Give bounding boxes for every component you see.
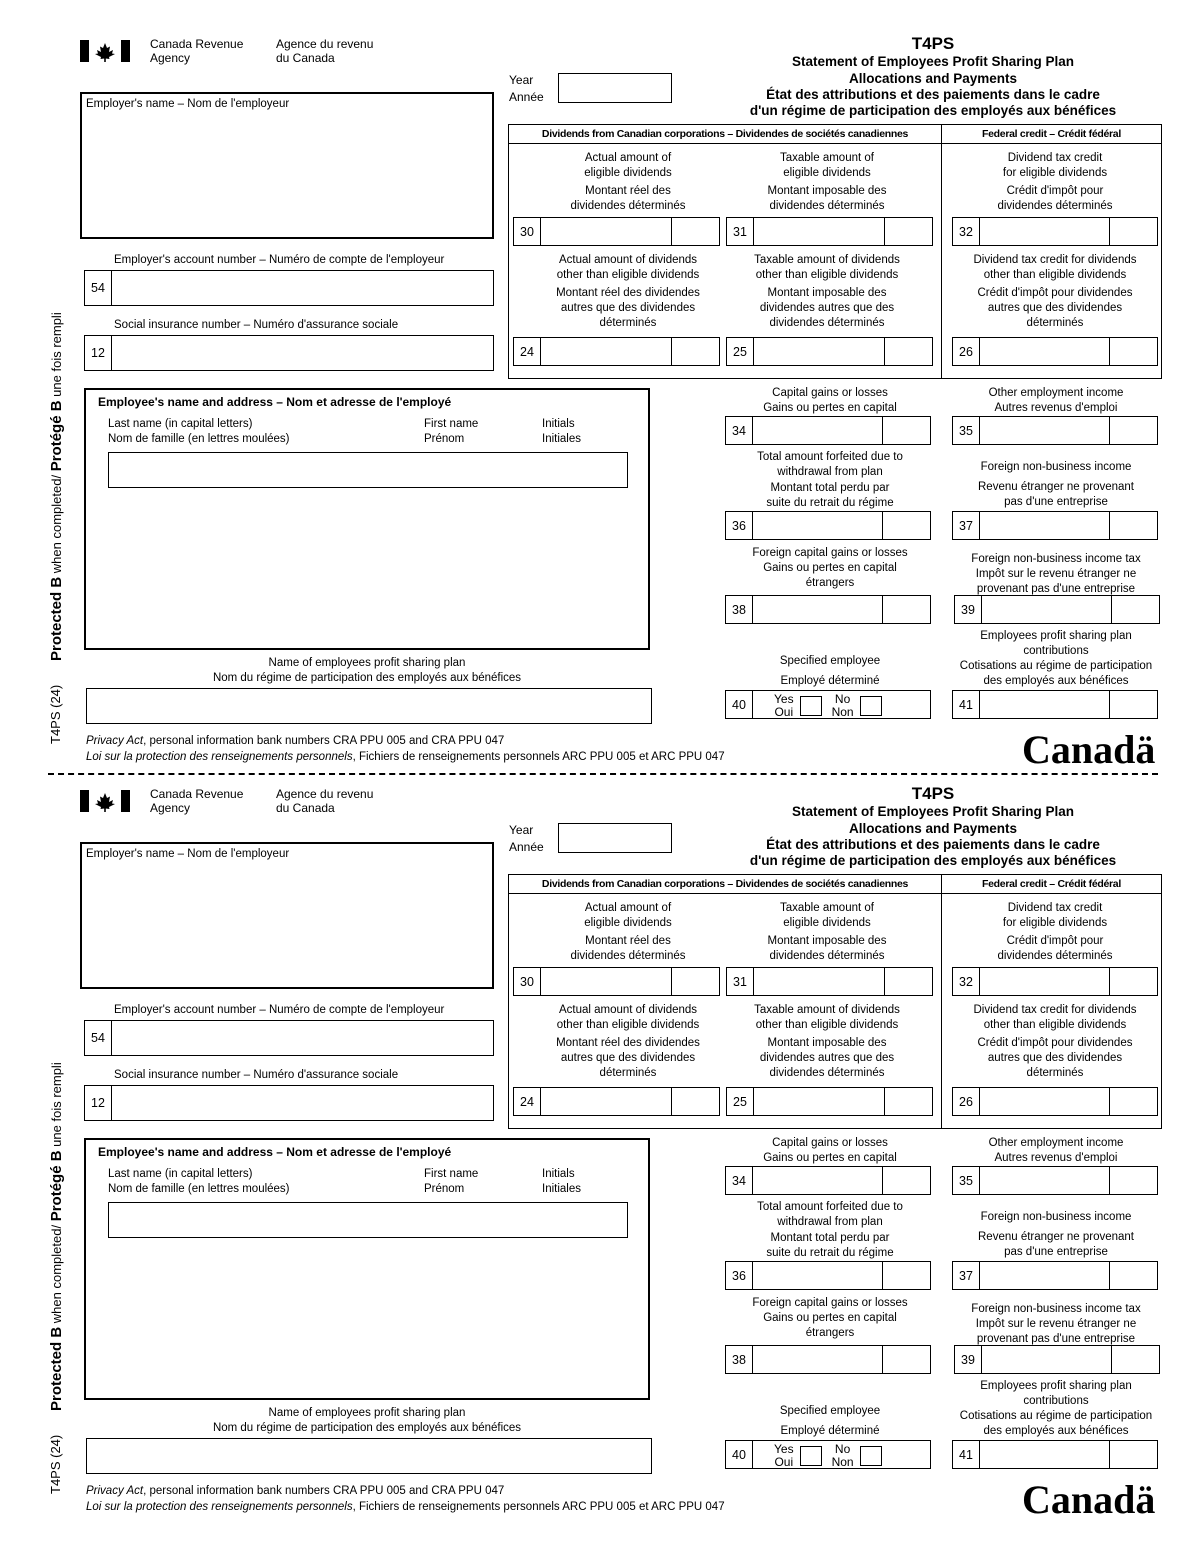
box-32-field[interactable]: 32 (952, 967, 1158, 996)
box-35-label: Other employment income Autres revenus d'emploi (988, 387, 1124, 414)
agency-name-fr: Agence du revenu du Canada (276, 37, 374, 65)
box-32-field[interactable]: 32 (952, 217, 1158, 246)
canada-flag-icon (80, 790, 130, 812)
box-26-field[interactable]: 26 (952, 337, 1158, 366)
box-31-label: Taxable amount of eligible dividends Montant imposable des dividendes déterminés (767, 152, 887, 212)
box-40-field: 40 Yes Oui No Non (725, 1440, 931, 1469)
box-26-label: Dividend tax credit for dividends other than eligible dividends Crédit d'impôt pour dividendes autres que des dividendes déterminés (973, 254, 1137, 329)
box-31-field[interactable]: 31 (726, 967, 933, 996)
first-name-label: First name Prénom (424, 418, 479, 445)
box-38-field[interactable]: 38 (725, 1345, 931, 1374)
sin-field[interactable]: 12 (84, 335, 494, 371)
box-41-label: Employees profit sharing plan contributions Cotisations au régime de participation des employés aux bénéfices (959, 1380, 1153, 1437)
sin-label: Social insurance number – Numéro d'assurance sociale (114, 319, 399, 331)
box-31-field[interactable]: 31 (726, 217, 933, 246)
form-reference: T4PS (24) (48, 1434, 63, 1494)
specified-yes-checkbox[interactable] (800, 696, 822, 716)
box-26-label: Dividend tax credit for dividends other than eligible dividends Crédit d'impôt pour dividendes autres que des dividendes déterminés (973, 1004, 1137, 1079)
plan-name-field[interactable] (86, 1438, 652, 1474)
box-31-label: Taxable amount of eligible dividends Montant imposable des dividendes déterminés (767, 902, 887, 962)
box-40-label: Specified employee Employé déterminé (779, 1405, 881, 1437)
employer-name-label: Employer's name – Nom de l'employeur (86, 98, 290, 110)
protected-b-side-text: Protected B when completed/ Protégé B une fois rempli (48, 312, 65, 661)
agency-name-fr: Agence du revenu du Canada (276, 787, 374, 815)
form-code: T4PS (911, 34, 955, 53)
box-39-field[interactable]: 39 (954, 595, 1160, 624)
employee-header: Employee's name and address – Nom et adresse de l'employé (98, 395, 452, 409)
box-24-field[interactable]: 24 (513, 1087, 720, 1116)
dividends-header: Dividends from Canadian corporations – Dividendes de sociétés canadiennes (508, 124, 942, 144)
first-name-label: First name Prénom (424, 1168, 479, 1195)
specified-no-checkbox[interactable] (860, 1446, 882, 1466)
employee-address-box[interactable] (84, 1138, 650, 1400)
box-36-label: Total amount forfeited due to withdrawal from plan Montant total perdu par suite du retrait du régime (757, 1201, 903, 1259)
privacy-notice: Privacy Act, personal information bank numbers CRA PPU 005 and CRA PPU 047 Loi sur la protection des renseignements personnels, Fichiers de renseignements personnels ARC PPU 005 et ARC PPU 047 (86, 735, 725, 763)
box-30-field[interactable]: 30 (513, 217, 720, 246)
account-number-label: Employer's account number – Numéro de compte de l'employeur (114, 254, 445, 266)
box-25-field[interactable]: 25 (726, 1087, 933, 1116)
last-name-label: Last name (in capital letters) Nom de famille (en lettres moulées) (108, 418, 290, 445)
box-39-label: Foreign non-business income tax Impôt sur le revenu étranger ne provenant pas d'une entreprise (971, 553, 1141, 595)
plan-name-label: Name of employees profit sharing plan Nom du régime de participation des employés aux bénéfices (212, 657, 522, 684)
specified-yes-checkbox[interactable] (800, 1446, 822, 1466)
box-38-label: Foreign capital gains or losses Gains ou pertes en capital étrangers (752, 1297, 908, 1339)
box-38-field[interactable]: 38 (725, 595, 931, 624)
account-number-field[interactable]: 54 (84, 1020, 494, 1056)
box-37-field[interactable]: 37 (952, 1261, 1158, 1290)
employee-name-field[interactable] (108, 1202, 628, 1238)
box-24-field[interactable]: 24 (513, 337, 720, 366)
protected-b-side-text: Protected B when completed/ Protégé B une fois rempli (48, 1062, 65, 1411)
slip-copy-2 (0, 776, 1200, 1526)
dividends-header: Dividends from Canadian corporations – Dividendes de sociétés canadiennes (508, 874, 942, 894)
initials-label: Initials Initiales (542, 1168, 581, 1195)
box-24-label: Actual amount of dividends other than eligible dividends Montant réel des dividendes autres que des dividendes déterminés (556, 254, 700, 329)
box-35-field[interactable]: 35 (952, 1166, 1158, 1195)
initials-label: Initials Initiales (542, 418, 581, 445)
plan-name-field[interactable] (86, 688, 652, 724)
box-36-field[interactable]: 36 (725, 511, 931, 540)
sin-field[interactable]: 12 (84, 1085, 494, 1121)
box-30-label: Actual amount of eligible dividends Montant réel des dividendes déterminés (570, 902, 686, 962)
box-30-field[interactable]: 30 (513, 967, 720, 996)
federal-credit-header: Federal credit – Crédit fédéral (941, 874, 1162, 894)
box-37-label: Foreign non-business income Revenu étranger ne provenant pas d'une entreprise (978, 461, 1134, 508)
year-field[interactable] (558, 73, 672, 103)
year-label: Year Année (509, 823, 544, 854)
agency-name-en: Canada Revenue Agency (150, 787, 244, 815)
box-39-label: Foreign non-business income tax Impôt sur le revenu étranger ne provenant pas d'une entreprise (971, 1303, 1141, 1345)
box-40-label: Specified employee Employé déterminé (779, 655, 881, 687)
box-34-label: Capital gains or losses Gains ou pertes en capital (763, 387, 897, 414)
box-34-field[interactable]: 34 (725, 1166, 931, 1195)
box-40-field: 40 Yes Oui No Non (725, 690, 931, 719)
specified-no-checkbox[interactable] (860, 696, 882, 716)
box-24-label: Actual amount of dividends other than eligible dividends Montant réel des dividendes autres que des dividendes déterminés (556, 1004, 700, 1079)
employee-name-field[interactable] (108, 452, 628, 488)
box-26-field[interactable]: 26 (952, 1087, 1158, 1116)
box-32-label: Dividend tax credit for eligible dividends Crédit d'impôt pour dividendes déterminés (997, 902, 1113, 962)
box-41-field[interactable]: 41 (952, 1440, 1158, 1469)
box-25-field[interactable]: 25 (726, 337, 933, 366)
canada-wordmark: Canadä (1022, 1477, 1156, 1522)
canada-wordmark: Canadä (1022, 727, 1156, 772)
box-41-label: Employees profit sharing plan contributions Cotisations au régime de participation des employés aux bénéfices (959, 630, 1153, 687)
box-32-label: Dividend tax credit for eligible dividends Crédit d'impôt pour dividendes déterminés (997, 152, 1113, 212)
canada-flag-icon (80, 40, 130, 62)
form-title: T4PS Statement of Employees Profit Sharing Plan Allocations and Payments État des attributions et des paiements dans le cadre d'un régime de participation des employés aux bénéfices (696, 784, 1170, 869)
box-25-label: Taxable amount of dividends other than eligible dividends Montant imposable des dividendes autres que des dividendes déterminés (754, 1004, 900, 1079)
box-25-label: Taxable amount of dividends other than eligible dividends Montant imposable des dividendes autres que des dividendes déterminés (754, 254, 900, 329)
form-title: T4PS Statement of Employees Profit Sharing Plan Allocations and Payments État des attributions et des paiements dans le cadre d'un régime de participation des employés aux bénéfices (696, 34, 1170, 119)
slip-copy-1 (0, 26, 1200, 776)
box-35-label: Other employment income Autres revenus d'emploi (988, 1137, 1124, 1164)
box-35-field[interactable]: 35 (952, 416, 1158, 445)
box-34-field[interactable]: 34 (725, 416, 931, 445)
box-34-label: Capital gains or losses Gains ou pertes en capital (763, 1137, 897, 1164)
employer-name-field[interactable] (80, 92, 494, 239)
year-field[interactable] (558, 823, 672, 853)
box-38-label: Foreign capital gains or losses Gains ou pertes en capital étrangers (752, 547, 908, 589)
account-number-field[interactable]: 54 (84, 270, 494, 306)
employee-address-box[interactable] (84, 388, 650, 650)
last-name-label: Last name (in capital letters) Nom de famille (en lettres moulées) (108, 1168, 290, 1195)
box-37-field[interactable]: 37 (952, 511, 1158, 540)
privacy-notice: Privacy Act, personal information bank numbers CRA PPU 005 and CRA PPU 047 Loi sur la protection des renseignements personnels, Fichiers de renseignements personnels ARC PPU 005 et ARC PPU 047 (86, 1485, 725, 1513)
year-label: Year Année (509, 73, 544, 104)
employer-name-label: Employer's name – Nom de l'employeur (86, 848, 290, 860)
form-code: T4PS (911, 784, 955, 803)
box-36-label: Total amount forfeited due to withdrawal from plan Montant total perdu par suite du retrait du régime (757, 451, 903, 509)
agency-name-en: Canada Revenue Agency (150, 37, 244, 65)
employee-header: Employee's name and address – Nom et adresse de l'employé (98, 1145, 452, 1159)
box-37-label: Foreign non-business income Revenu étranger ne provenant pas d'une entreprise (978, 1211, 1134, 1258)
box-36-field[interactable]: 36 (725, 1261, 931, 1290)
plan-name-label: Name of employees profit sharing plan Nom du régime de participation des employés aux bénéfices (212, 1407, 522, 1434)
box-39-field[interactable]: 39 (954, 1345, 1160, 1374)
account-number-label: Employer's account number – Numéro de compte de l'employeur (114, 1004, 445, 1016)
box-30-label: Actual amount of eligible dividends Montant réel des dividendes déterminés (570, 152, 686, 212)
form-reference: T4PS (24) (48, 684, 63, 744)
box-41-field[interactable]: 41 (952, 690, 1158, 719)
federal-credit-header: Federal credit – Crédit fédéral (941, 124, 1162, 144)
employer-name-field[interactable] (80, 842, 494, 989)
sin-label: Social insurance number – Numéro d'assurance sociale (114, 1069, 399, 1081)
